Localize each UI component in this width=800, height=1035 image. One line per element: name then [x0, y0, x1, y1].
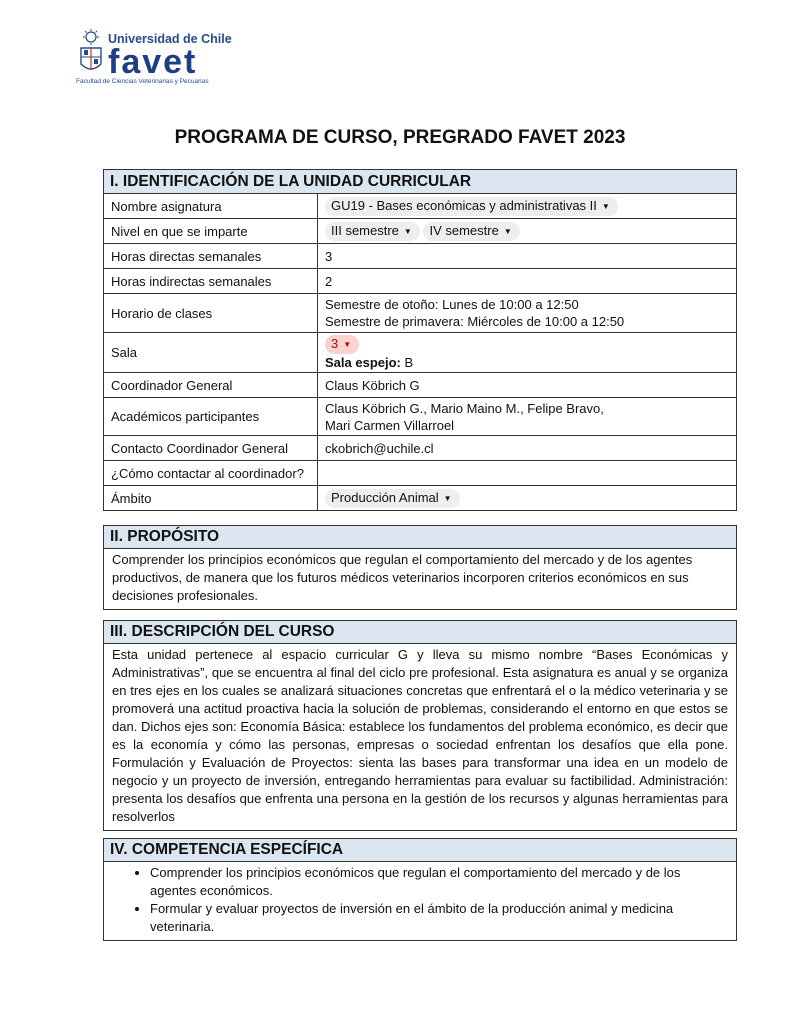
row-label: Contacto Coordinador General [104, 436, 318, 461]
horario-line-2: Semestre de primavera: Miércoles de 10:00 a 12:50 [325, 314, 625, 329]
section-1-heading: I. IDENTIFICACIÓN DE LA UNIDAD CURRICULAR [104, 170, 737, 194]
row-value [318, 486, 737, 511]
brand-name: favet [108, 43, 198, 81]
horario-line-1: Semestre de otoño: Lunes de 10:00 a 12:50 [325, 297, 579, 312]
chevron-down-icon: ▼ [343, 339, 352, 349]
favet-logo [76, 28, 232, 88]
nivel-value-2: IV semestre [429, 222, 499, 238]
sala-espejo-value: B [404, 354, 414, 370]
row-value [318, 294, 737, 333]
table-row [104, 269, 737, 294]
section-descripcion [103, 620, 737, 831]
row-label: Sala [104, 333, 318, 373]
row-label: Nivel en que se imparte [104, 219, 318, 244]
ambito-dropdown[interactable] [325, 489, 460, 508]
section-2-heading: II. PROPÓSITO [104, 526, 736, 549]
ambito-value: Producción Animal [331, 489, 439, 505]
table-row [104, 398, 737, 436]
section-4-heading: IV. COMPETENCIA ESPECÍFICA [104, 839, 736, 862]
university-seal-icon [76, 28, 106, 80]
row-value [318, 333, 737, 373]
row-label: Académicos participantes [104, 398, 318, 436]
list-item: • Comprender los principios económicos que regulan el comportamiento del mercado y de los agentes económicos. [150, 864, 728, 900]
table-row [104, 294, 737, 333]
list-item: • Formular y evaluar proyectos de inversión en el ámbito de la producción animal y medicina veterinaria. [150, 900, 728, 936]
row-label: Ámbito [104, 486, 318, 511]
row-value [318, 461, 737, 486]
table-row [104, 486, 737, 511]
asignatura-dropdown[interactable] [325, 197, 618, 216]
row-value [318, 398, 737, 436]
section-3-heading: III. DESCRIPCIÓN DEL CURSO [104, 621, 736, 644]
row-value: 3 [318, 244, 737, 269]
chevron-down-icon: ▼ [503, 226, 512, 236]
table-row [104, 333, 737, 373]
proposito-text: Comprender los principios económicos que regulan el comportamiento del mercado y de los agentes productivos, de manera que los futuros médicos veterinarios incorporen criterios económicos en sus decisiones profesionales. [112, 552, 693, 603]
table-row [104, 461, 737, 486]
sala-dropdown[interactable] [325, 335, 359, 354]
identification-table [103, 169, 737, 511]
table-row [104, 219, 737, 244]
row-value: 2 [318, 269, 737, 294]
row-label: Horas directas semanales [104, 244, 318, 269]
contact-email[interactable]: ckobrich@uchile.cl [318, 436, 737, 461]
academicos-line-1: Claus Köbrich G., Mario Maino M., Felipe Bravo, [325, 400, 604, 416]
table-row [104, 194, 737, 219]
asignatura-value: GU19 - Bases económicas y administrativas II [331, 197, 597, 213]
row-value [318, 219, 737, 244]
university-name: Universidad de Chile [108, 32, 232, 46]
nivel-value-1: III semestre [331, 222, 399, 238]
row-value: Claus Köbrich G [318, 373, 737, 398]
table-row [104, 436, 737, 461]
nivel-dropdown-2[interactable] [423, 222, 519, 241]
competencia-body [104, 862, 736, 940]
competencia-list [104, 864, 728, 936]
section-proposito [103, 525, 737, 610]
chevron-down-icon: ▼ [601, 201, 610, 211]
table-row [104, 244, 737, 269]
sala-espejo-label: Sala espejo: [325, 354, 401, 370]
chevron-down-icon: ▼ [443, 493, 452, 503]
row-value [318, 194, 737, 219]
row-label: Nombre asignatura [104, 194, 318, 219]
descripcion-text: Esta unidad pertenece al espacio curricular G y lleva su mismo nombre “Bases Económicas y Administrativas”, que se encuentra al final del ciclo pre profesional. Esta asignatura es anual y se organiza en tres ejes en los cuales se analizará situaciones concretas que enfrentará el o la médico veterinaria y se promoverá una actitud proactiva hacia la solución de problemas, considerando el entorno en que estos se dan. Dichos ejes son: Economía Básica: establece los fundamentos del problema económico, es decir que es la economía y cómo las personas, empresas o sociedad enfrentan los desafíos que ella pone. Formulación y Evaluación de Proyectos: sienta las bases para transformar una idea en un modelo de negocio y un proyecto de inversión, entregando herramientas para evaluar su factibilidad. Administración: presenta los desafíos que enfrenta una persona en la gestión de los recursos y algunas herramientas para resolverlos [112, 647, 728, 824]
academicos-line-2: Mari Carmen Villarroel [325, 417, 455, 433]
nivel-dropdown-1[interactable] [325, 222, 420, 241]
page-title: PROGRAMA DE CURSO, PREGRADO FAVET 2023 [174, 127, 626, 148]
faculty-name: Facultad de Ciencias Veterinarias y Pecuarias [76, 78, 209, 85]
row-label: Horas indirectas semanales [104, 269, 318, 294]
chevron-down-icon: ▼ [403, 226, 412, 236]
row-label: ¿Cómo contactar al coordinador? [104, 461, 318, 486]
sala-value: 3 [331, 335, 339, 351]
table-row [104, 373, 737, 398]
section-competencia [103, 838, 737, 941]
row-label: Coordinador General [104, 373, 318, 398]
sala-espejo [325, 354, 729, 371]
row-label: Horario de clases [104, 294, 318, 333]
